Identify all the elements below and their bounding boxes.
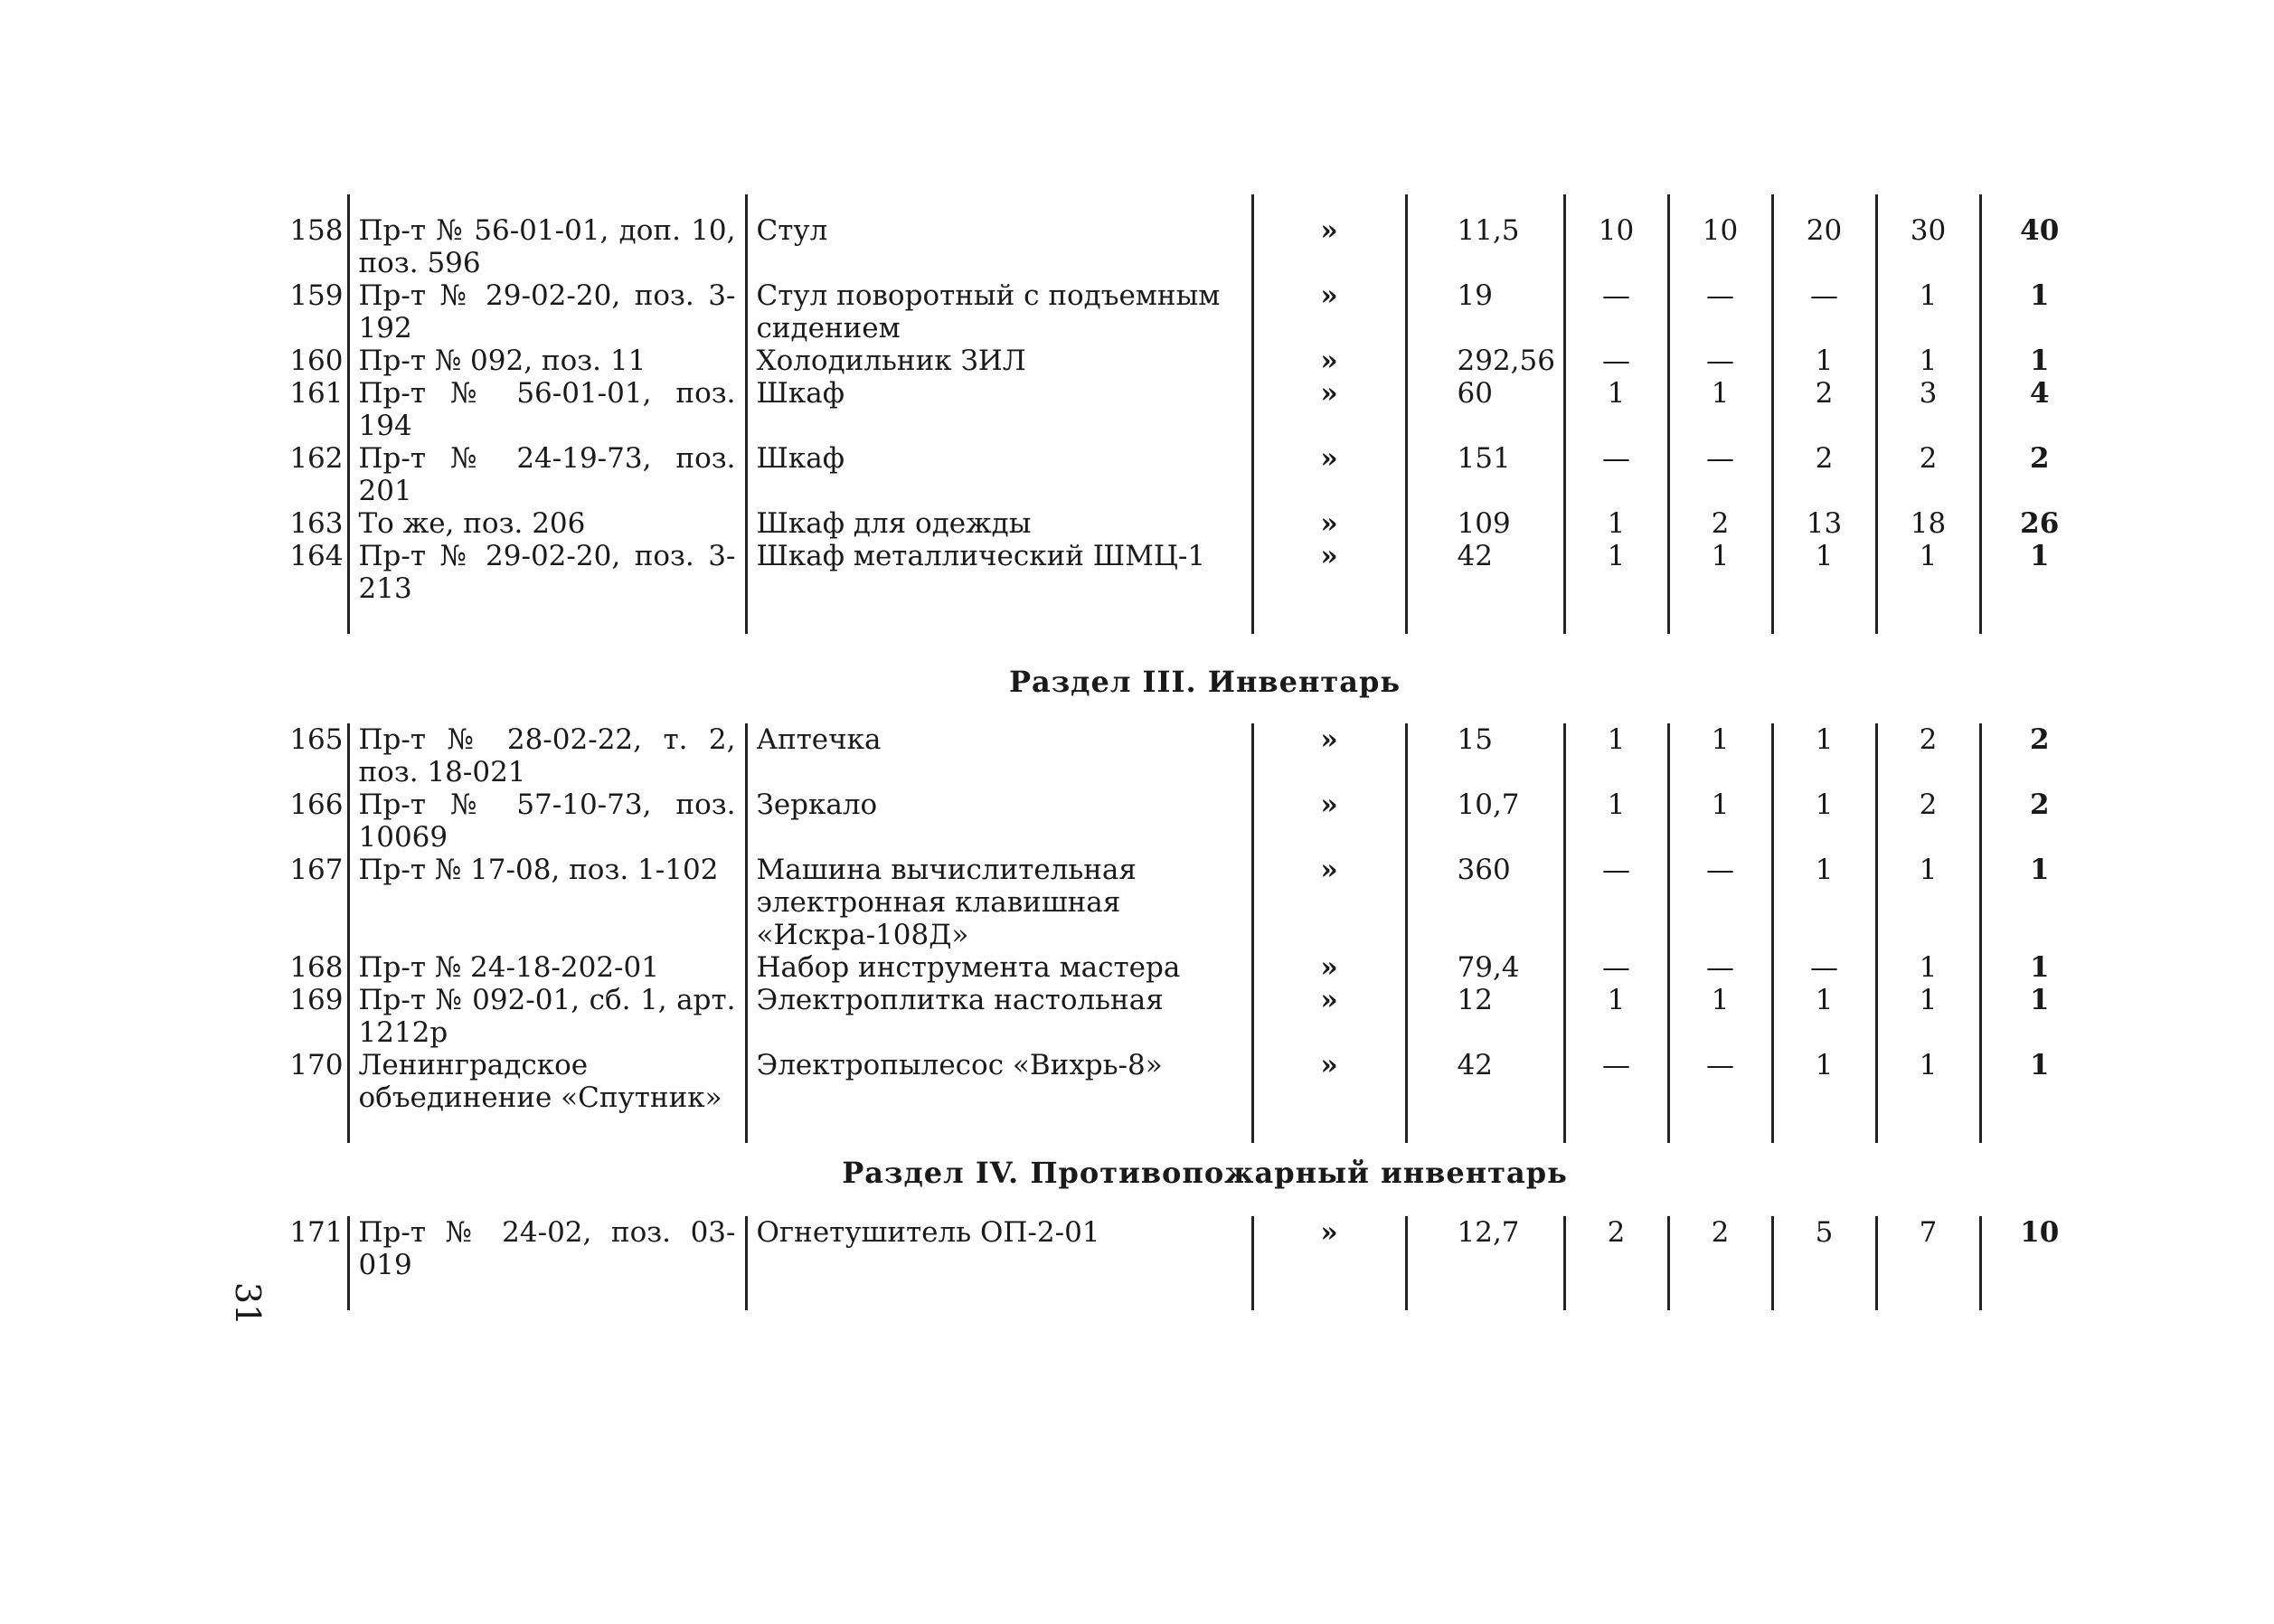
price-value: 292,56 (1406, 345, 1564, 377)
inventory-table (289, 723, 2098, 1143)
item-name: Стул поворотный с подъемным сидением (746, 279, 1252, 345)
quantity-cell: 4 (1980, 377, 2098, 442)
quantity-cell: — (1668, 345, 1772, 377)
item-name: Зеркало (746, 788, 1252, 854)
quantity-cell: 1 (1876, 540, 1980, 605)
quantity-cell: 1 (1876, 279, 1980, 345)
empty-cell (1668, 1114, 1772, 1143)
quantity-cell: 30 (1876, 214, 1980, 279)
price-value: 10,7 (1406, 788, 1564, 854)
quantity-cell: 10 (1564, 214, 1668, 279)
quantity-cell: 20 (1772, 214, 1876, 279)
quantity-cell: 1 (1772, 1049, 1876, 1114)
quantity-cell: 1 (1772, 788, 1876, 854)
table-row (289, 723, 2098, 788)
table-row (289, 377, 2098, 442)
source-reference: То же, поз. 206 (348, 507, 746, 540)
quantity-cell: 2 (1876, 723, 1980, 788)
table-row (289, 788, 2098, 854)
quantity-cell: — (1772, 279, 1876, 345)
quantity-cell: 1 (1668, 377, 1772, 442)
quantity-cell: — (1668, 442, 1772, 507)
quantity-cell: 2 (1772, 377, 1876, 442)
page-number: 31 (228, 1281, 269, 1327)
row-number: 165 (289, 723, 344, 756)
quantity-cell: 2 (1564, 1216, 1668, 1281)
quantity-cell: 1 (1876, 1049, 1980, 1114)
quantity-cell: 1 (1876, 345, 1980, 377)
item-name: Шкаф (746, 442, 1252, 507)
table-row (289, 442, 2098, 507)
unit-mark: » (1252, 1216, 1406, 1281)
price-value: 60 (1406, 377, 1564, 442)
table-row (289, 984, 2098, 1049)
quantity-cell: 2 (1876, 442, 1980, 507)
quantity-cell: — (1668, 951, 1772, 984)
empty-cell (1772, 1114, 1876, 1143)
empty-cell (746, 1281, 1252, 1310)
quantity-cell: — (1564, 951, 1668, 984)
quantity-cell: 1 (1772, 854, 1876, 951)
unit-mark: » (1252, 951, 1406, 984)
empty-cell (1876, 605, 1980, 634)
row-number: 167 (289, 854, 344, 886)
empty-cell (746, 1114, 1252, 1143)
price-value: 42 (1406, 1049, 1564, 1114)
row-number: 158 (289, 214, 344, 247)
source-reference: Пр-т № 56-01-01, поз. 194 (348, 377, 746, 442)
source-reference: Пр-т № 29-02-20, поз. 3-192 (348, 279, 746, 345)
row-number: 169 (289, 984, 344, 1016)
quantity-cell: — (1668, 1049, 1772, 1114)
quantity-cell: 1 (1980, 984, 2098, 1049)
unit-mark: » (1252, 377, 1406, 442)
quantity-cell: 1 (1772, 984, 1876, 1049)
empty-cell (1980, 1114, 2098, 1143)
source-reference: Пр-т № 56-01-01, доп. 10, поз. 596 (348, 214, 746, 279)
table-row (289, 540, 2098, 605)
table-row (289, 345, 2098, 377)
table-row (289, 214, 2098, 279)
row-number: 166 (289, 788, 344, 821)
row-number: 159 (289, 279, 344, 312)
quantity-cell: 1 (1668, 723, 1772, 788)
quantity-cell: 2 (1668, 507, 1772, 540)
price-value: 19 (1406, 279, 1564, 345)
section-4-title: Раздел IV. Противопожарный инвентарь (842, 1156, 1568, 1190)
empty-cell (1876, 1281, 1980, 1310)
quantity-cell: — (1564, 345, 1668, 377)
item-name: Стул (746, 214, 1252, 279)
row-number: 171 (289, 1216, 344, 1249)
quantity-cell: 1 (1564, 540, 1668, 605)
quantity-cell: 2 (1980, 788, 2098, 854)
quantity-cell: 26 (1980, 507, 2098, 540)
empty-cell (289, 1114, 348, 1143)
quantity-cell: 2 (1772, 442, 1876, 507)
unit-mark: » (1252, 507, 1406, 540)
item-name: Электроплитка настольная (746, 984, 1252, 1049)
price-value: 12,7 (1406, 1216, 1564, 1281)
quantity-cell: — (1564, 279, 1668, 345)
unit-mark: » (1252, 345, 1406, 377)
item-name: Шкаф (746, 377, 1252, 442)
item-name: Электропылесос «Вихрь-8» (746, 1049, 1252, 1114)
empty-cell (746, 605, 1252, 634)
row-number: 161 (289, 377, 344, 410)
quantity-cell: — (1564, 854, 1668, 951)
empty-cell (1980, 605, 2098, 634)
quantity-cell: 2 (1980, 442, 2098, 507)
empty-cell (289, 1281, 348, 1310)
item-name: Шкаф металлический ШМЦ-1 (746, 540, 1252, 605)
empty-cell (1252, 605, 1406, 634)
source-reference: Ленинградское объединение «Спутник» (348, 1049, 746, 1114)
quantity-cell: 1 (1564, 377, 1668, 442)
item-name: Набор инструмента мастера (746, 951, 1252, 984)
source-reference: Пр-т № 28-02-22, т. 2, поз. 18-021 (348, 723, 746, 788)
empty-cell (1668, 605, 1772, 634)
item-name: Аптечка (746, 723, 1252, 788)
quantity-cell: 2 (1980, 723, 2098, 788)
unit-mark: » (1252, 442, 1406, 507)
unit-mark: » (1252, 723, 1406, 788)
empty-cell (1876, 1114, 1980, 1143)
table-row (289, 854, 2098, 951)
source-reference: Пр-т № 24-18-202-01 (348, 951, 746, 984)
table-row (289, 951, 2098, 984)
table-row (289, 279, 2098, 345)
row-number: 170 (289, 1049, 344, 1081)
fire-inventory-table (289, 1216, 2098, 1310)
table-row (289, 1049, 2098, 1114)
row-number: 164 (289, 540, 344, 572)
price-value: 11,5 (1406, 214, 1564, 279)
unit-mark: » (1252, 279, 1406, 345)
empty-cell (1564, 605, 1668, 634)
quantity-cell: 7 (1876, 1216, 1980, 1281)
empty-cell (1406, 1114, 1564, 1143)
furniture-table (289, 194, 2098, 634)
quantity-cell: 5 (1772, 1216, 1876, 1281)
unit-mark: » (1252, 854, 1406, 951)
empty-cell (1406, 1281, 1564, 1310)
quantity-cell: 1 (1980, 854, 2098, 951)
source-reference: Пр-т № 17-08, поз. 1-102 (348, 854, 746, 951)
table-row (289, 1216, 2098, 1281)
quantity-cell: 1 (1668, 788, 1772, 854)
source-reference: Пр-т № 24-19-73, поз. 201 (348, 442, 746, 507)
quantity-cell: 1 (1980, 951, 2098, 984)
quantity-cell: 1 (1980, 1049, 2098, 1114)
price-value: 12 (1406, 984, 1564, 1049)
empty-cell (1564, 1281, 1668, 1310)
quantity-cell: 1 (1668, 984, 1772, 1049)
quantity-cell: 1 (1564, 723, 1668, 788)
quantity-cell: 1 (1564, 788, 1668, 854)
table-tail (289, 1281, 2098, 1310)
source-reference: Пр-т № 29-02-20, поз. 3-213 (348, 540, 746, 605)
quantity-cell: 18 (1876, 507, 1980, 540)
quantity-cell: 1 (1980, 345, 2098, 377)
source-reference: Пр-т № 092, поз. 11 (348, 345, 746, 377)
quantity-cell: 1 (1980, 540, 2098, 605)
empty-cell (1772, 605, 1876, 634)
empty-cell (1406, 605, 1564, 634)
quantity-cell: 1 (1668, 540, 1772, 605)
empty-cell (348, 1114, 746, 1143)
quantity-cell: 1 (1980, 279, 2098, 345)
quantity-cell: — (1668, 854, 1772, 951)
quantity-cell: 1 (1772, 345, 1876, 377)
item-name: Машина вычислительная электронная клавишная «Искра-108Д» (746, 854, 1252, 951)
empty-cell (1252, 1281, 1406, 1310)
unit-mark: » (1252, 984, 1406, 1049)
empty-cell (348, 1281, 746, 1310)
price-value: 109 (1406, 507, 1564, 540)
quantity-cell: 1 (1772, 723, 1876, 788)
quantity-cell: — (1772, 951, 1876, 984)
source-reference: Пр-т № 57-10-73, поз. 10069 (348, 788, 746, 854)
quantity-cell: 1 (1564, 507, 1668, 540)
price-value: 42 (1406, 540, 1564, 605)
item-name: Холодильник ЗИЛ (746, 345, 1252, 377)
unit-mark: » (1252, 788, 1406, 854)
empty-cell (1252, 1114, 1406, 1143)
empty-cell (348, 605, 746, 634)
quantity-cell: 1 (1772, 540, 1876, 605)
quantity-cell: 2 (1876, 788, 1980, 854)
unit-mark: » (1252, 214, 1406, 279)
quantity-cell: 10 (1980, 1216, 2098, 1281)
quantity-cell: — (1564, 442, 1668, 507)
empty-cell (1980, 1281, 2098, 1310)
table-tail (289, 1114, 2098, 1143)
quantity-cell: 3 (1876, 377, 1980, 442)
table-row (289, 507, 2098, 540)
table-tail (289, 605, 2098, 634)
empty-cell (289, 605, 348, 634)
price-value: 79,4 (1406, 951, 1564, 984)
source-reference: Пр-т № 24-02, поз. 03-019 (348, 1216, 746, 1281)
item-name: Огнетушитель ОП-2-01 (746, 1216, 1252, 1281)
quantity-cell: 10 (1668, 214, 1772, 279)
empty-cell (1564, 1114, 1668, 1143)
empty-cell (1772, 1281, 1876, 1310)
item-name: Шкаф для одежды (746, 507, 1252, 540)
row-number: 168 (289, 951, 344, 984)
quantity-cell: 13 (1772, 507, 1876, 540)
quantity-cell: 1 (1876, 984, 1980, 1049)
unit-mark: » (1252, 540, 1406, 605)
quantity-cell: — (1564, 1049, 1668, 1114)
price-value: 151 (1406, 442, 1564, 507)
price-value: 360 (1406, 854, 1564, 951)
quantity-cell: 1 (1876, 951, 1980, 984)
row-number: 160 (289, 345, 344, 377)
quantity-cell: 2 (1668, 1216, 1772, 1281)
quantity-cell: 1 (1564, 984, 1668, 1049)
section-3-title: Раздел III. Инвентарь (1008, 665, 1401, 699)
unit-mark: » (1252, 1049, 1406, 1114)
empty-cell (1668, 1281, 1772, 1310)
source-reference: Пр-т № 092-01, сб. 1, арт. 1212р (348, 984, 746, 1049)
row-number: 163 (289, 507, 344, 540)
quantity-cell: — (1668, 279, 1772, 345)
quantity-cell: 40 (1980, 214, 2098, 279)
quantity-cell: 1 (1876, 854, 1980, 951)
price-value: 15 (1406, 723, 1564, 788)
row-number: 162 (289, 442, 344, 475)
